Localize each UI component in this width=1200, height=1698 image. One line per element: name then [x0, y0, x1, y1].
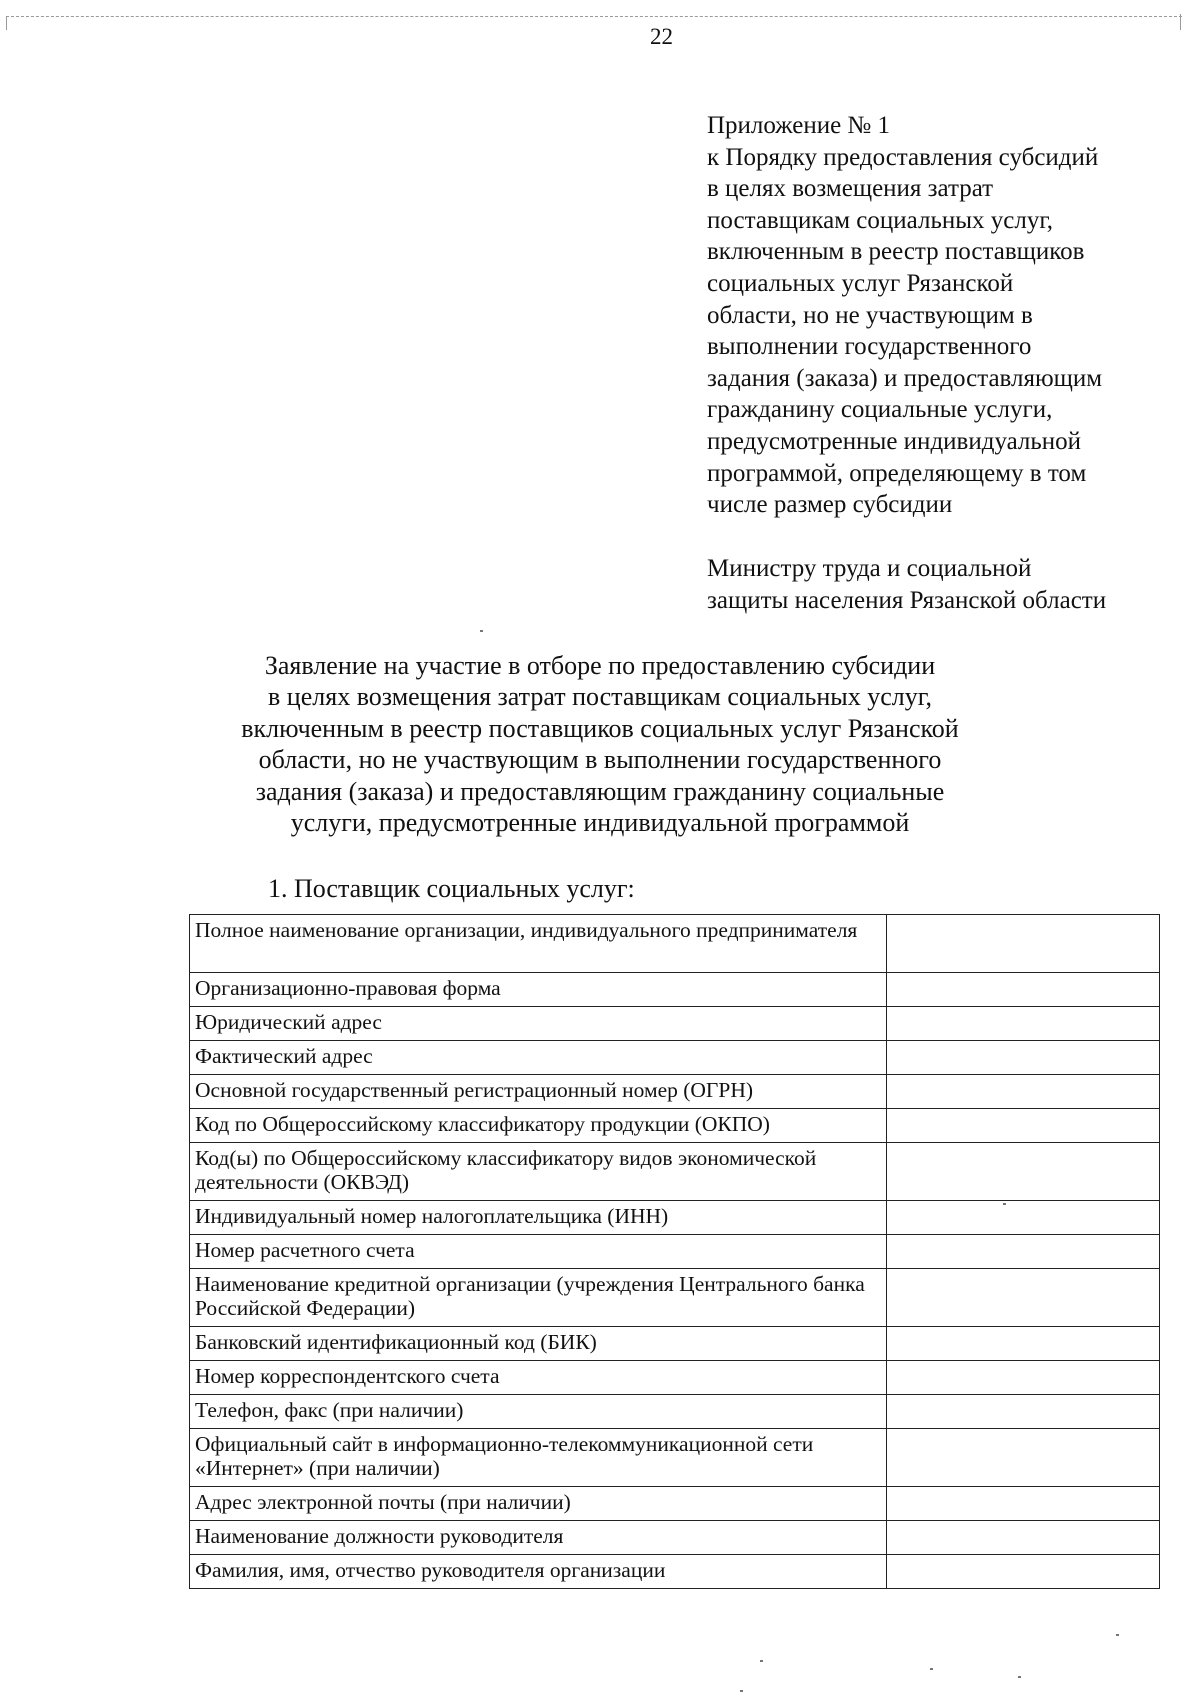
row-label: Адрес электронной почты (при наличии)	[190, 1487, 887, 1521]
row-value-field[interactable]	[887, 1041, 1160, 1075]
row-label: Индивидуальный номер налогоплательщика (ИНН)	[190, 1201, 887, 1235]
scan-speck	[1116, 1634, 1119, 1636]
addressee-line: Министру труда и социальной	[707, 555, 1032, 582]
table-row	[190, 1075, 1160, 1109]
title-line: услуги, предусмотренные индивидуальной программой	[290, 808, 910, 838]
row-label: Юридический адрес	[190, 1007, 887, 1041]
addressee-line: защиты населения Рязанской области	[707, 586, 1107, 614]
page-number: 22	[650, 24, 673, 49]
scan-speck	[1018, 1676, 1021, 1678]
row-label: Фактический адрес	[190, 1041, 887, 1075]
table-row	[190, 973, 1160, 1007]
title-line: области, но не участвующим в выполнении государственного	[258, 745, 942, 775]
row-value-field[interactable]	[887, 1395, 1160, 1429]
table-row	[190, 915, 1160, 973]
row-label: Официальный сайт в информационно-телекоммуникационной сети «Интернет» (при наличии)	[190, 1429, 887, 1487]
supplier-table	[189, 914, 1160, 1589]
appendix-line: выполнении государственного	[707, 333, 1032, 361]
table-row	[190, 1007, 1160, 1041]
row-value-field[interactable]	[887, 1521, 1160, 1555]
row-value-field[interactable]	[887, 1235, 1160, 1269]
title-line: в целях возмещения затрат поставщикам социальных услуг,	[268, 682, 932, 712]
row-value-field[interactable]	[887, 1075, 1160, 1109]
row-label: Фамилия, имя, отчество руководителя организации	[190, 1555, 887, 1589]
appendix-line: Приложение № 1	[707, 112, 891, 139]
row-value-field[interactable]	[887, 1201, 1160, 1235]
appendix-line: поставщикам социальных услуг,	[707, 206, 1054, 234]
appendix-line: к Порядку предоставления субсидий	[707, 143, 1099, 171]
scan-border-top	[6, 16, 1182, 17]
row-label: Организационно-правовая форма	[190, 973, 887, 1007]
row-label: Код(ы) по Общероссийскому классификатору видов экономической деятельности (ОКВЭД)	[190, 1143, 887, 1201]
row-label: Наименование должности руководителя	[190, 1521, 887, 1555]
table-row	[190, 1555, 1160, 1589]
row-value-field[interactable]	[887, 1109, 1160, 1143]
table-row	[190, 1521, 1160, 1555]
row-value-field[interactable]	[887, 1007, 1160, 1041]
scan-speck	[1003, 1203, 1006, 1205]
table-row	[190, 1395, 1160, 1429]
row-value-field[interactable]	[887, 1269, 1160, 1327]
row-label: Основной государственный регистрационный номер (ОГРН)	[190, 1075, 887, 1109]
scan-speck	[740, 1690, 743, 1692]
appendix-block	[707, 110, 1177, 521]
row-value-field[interactable]	[887, 973, 1160, 1007]
row-value-field[interactable]	[887, 1143, 1160, 1201]
table-row	[190, 1361, 1160, 1395]
table-row	[190, 1487, 1160, 1521]
row-value-field[interactable]	[887, 1327, 1160, 1361]
scan-speck	[760, 1660, 763, 1662]
appendix-line: включенным в реестр поставщиков	[707, 238, 1085, 266]
row-value-field[interactable]	[887, 1361, 1160, 1395]
scan-speck	[480, 630, 483, 632]
appendix-line: программой, определяющему в том	[707, 459, 1087, 487]
table-row	[190, 1201, 1160, 1235]
row-value-field[interactable]	[887, 1555, 1160, 1589]
row-label: Номер корреспондентского счета	[190, 1361, 887, 1395]
table-row	[190, 1269, 1160, 1327]
scan-speck	[930, 1668, 933, 1670]
row-label: Номер расчетного счета	[190, 1235, 887, 1269]
title-line: задания (заказа) и предоставляющим гражданину социальные	[255, 776, 945, 806]
table-row	[190, 1235, 1160, 1269]
row-label: Полное наименование организации, индивидуального предпринимателя	[190, 915, 887, 973]
scan-border-corner-right	[1180, 14, 1181, 30]
table-row	[190, 1429, 1160, 1487]
section-heading: 1. Поставщик социальных услуг:	[268, 874, 635, 903]
document-title	[170, 650, 1030, 838]
addressee-block	[707, 553, 1177, 616]
scan-border-corner	[6, 16, 17, 30]
row-label: Банковский идентификационный код (БИК)	[190, 1327, 887, 1361]
appendix-line: социальных услуг Рязанской	[707, 269, 1014, 297]
appendix-line: числе размер субсидии	[707, 491, 953, 519]
table-row	[190, 1109, 1160, 1143]
table-row	[190, 1143, 1160, 1201]
row-value-field[interactable]	[887, 1429, 1160, 1487]
appendix-line: гражданину социальные услуги,	[707, 396, 1053, 424]
table-row	[190, 1327, 1160, 1361]
row-label: Телефон, факс (при наличии)	[190, 1395, 887, 1429]
table-row	[190, 1041, 1160, 1075]
row-label: Код по Общероссийскому классификатору продукции (ОКПО)	[190, 1109, 887, 1143]
appendix-line: предусмотренные индивидуальной	[707, 427, 1082, 455]
row-value-field[interactable]	[887, 1487, 1160, 1521]
appendix-line: области, но не участвующим в	[707, 301, 1033, 329]
row-label: Наименование кредитной организации (учреждения Центрального банка Российской Федерации)	[190, 1269, 887, 1327]
title-line: включенным в реестр поставщиков социальных услуг Рязанской	[241, 713, 959, 743]
title-line: Заявление на участие в отборе по предоставлению субсидии	[264, 651, 936, 680]
appendix-line: в целях возмещения затрат	[707, 175, 994, 203]
appendix-line: задания (заказа) и предоставляющим	[707, 364, 1103, 392]
row-value-field[interactable]	[887, 915, 1160, 973]
